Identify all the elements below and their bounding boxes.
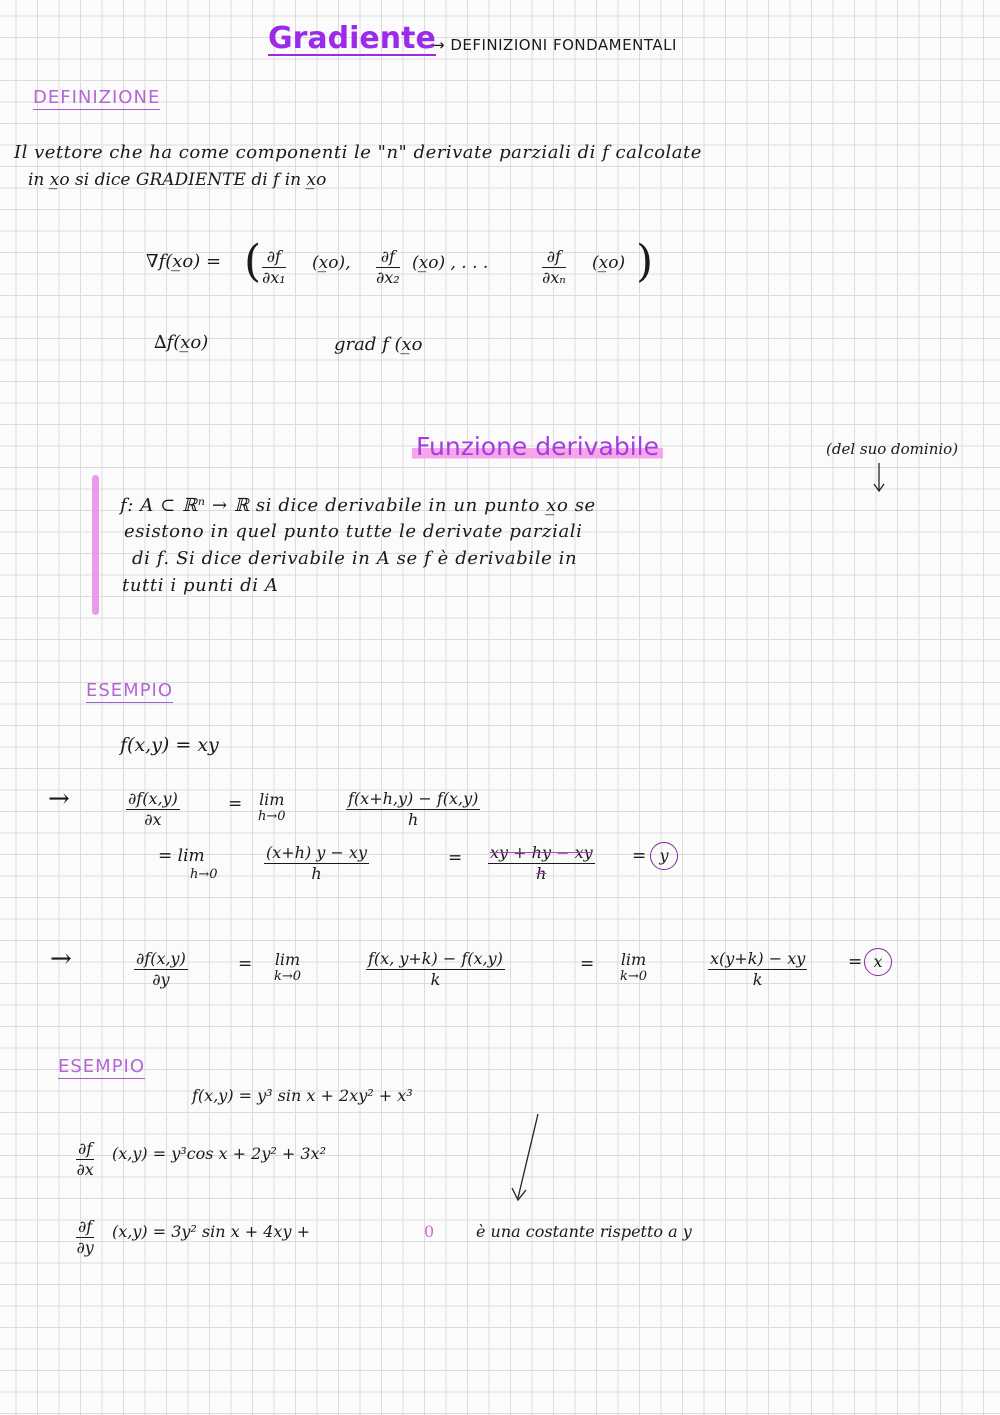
arrow-icon: →: [48, 784, 70, 814]
section-title-text: Funzione derivabile: [412, 432, 663, 461]
gradient-notation-delta: ∆f(x̲o): [154, 332, 209, 353]
gradient-arg-2: (x̲o) , . . .: [412, 253, 489, 273]
gradient-fraction-1: [262, 248, 286, 288]
limit-k-2: [620, 950, 647, 985]
example2-dfdx: [76, 1140, 94, 1180]
result-circle: y: [650, 842, 678, 870]
equals-sign-5: =: [580, 954, 595, 974]
gradient-lhs: ∇f(x̲o) =: [146, 251, 222, 272]
derivabile-line-4: tutti i punti di A: [122, 575, 279, 596]
fraction-numerator: ∂f: [262, 248, 286, 268]
fraction-denominator: ∂x: [144, 810, 162, 830]
fraction-denominator: ∂x₁: [262, 268, 286, 288]
example1-function: f(x,y) = xy: [120, 734, 219, 756]
fraction-denominator: h: [408, 810, 419, 830]
page-subtitle: → DEFINIZIONI FONDAMENTALI: [432, 36, 677, 54]
example2-function: f(x,y) = y³ sin x + 2xy² + x³: [192, 1086, 413, 1105]
page-title: Gradiente: [268, 21, 436, 56]
definition-brace-marker: [92, 475, 99, 615]
equals-sign: =: [228, 794, 243, 814]
fraction-denominator: k: [752, 970, 763, 990]
fraction-numerator: f(x, y+k) − f(x,y): [366, 950, 505, 970]
result-x: [864, 948, 892, 976]
derivabile-line-1: f: A ⊂ ℝⁿ → ℝ si dice derivabile in un punto x̲o se: [120, 495, 596, 516]
section-heading-esempio-1: ESEMPIO: [86, 680, 174, 701]
example2-dfdy: [76, 1218, 94, 1258]
derivabile-line-2: esistono in quel punto tutte le derivate parziali: [124, 521, 583, 542]
equals-sign-4: =: [238, 954, 253, 974]
limit-subscript: k→0: [620, 969, 648, 985]
example1-step-2: [488, 844, 595, 884]
equals-sign-2: =: [448, 848, 463, 868]
limit-word: lim: [620, 950, 647, 969]
arrow-icon-2: →: [50, 944, 72, 974]
limit-h: [258, 790, 286, 825]
example1-difference-quotient-y: [366, 950, 505, 990]
fraction-numerator: f(x+h,y) − f(x,y): [346, 790, 480, 810]
equals-sign-3: =: [632, 846, 647, 866]
example1-dfdx: [126, 790, 180, 830]
gradient-arg-1: (x̲o),: [312, 253, 351, 273]
section-heading-esempio-2: ESEMPIO: [58, 1056, 146, 1077]
gradient-fraction-2: [376, 248, 400, 288]
fraction-denominator: h: [311, 864, 322, 884]
fraction-denominator: ∂x₂: [376, 268, 400, 288]
example2-dfdx-rhs: (x,y) = y³cos x + 2y² + 3x²: [112, 1144, 326, 1163]
section-title-funzione-derivabile: [412, 434, 663, 459]
example1-difference-quotient-x: [346, 790, 480, 830]
result-circle: x: [864, 948, 892, 976]
fraction-denominator: ∂y: [152, 970, 170, 990]
gradient-arg-n: (x̲o): [592, 253, 626, 273]
definition-text-line-2: in x̲o si dice GRADIENTE di f in x̲o: [28, 170, 327, 190]
example2-dfdy-rhs: (x,y) = 3y² sin x + 4xy +: [112, 1222, 310, 1241]
limit-k: [274, 950, 301, 985]
fraction-numerator: ∂f: [376, 248, 400, 268]
fraction-numerator: (x+h) y − xy: [264, 844, 369, 864]
section-heading-definizione: DEFINIZIONE: [33, 87, 161, 108]
arrow-down-icon: [508, 1112, 544, 1204]
limit-word: lim: [259, 790, 285, 809]
fraction-denominator: ∂xₙ: [542, 268, 566, 288]
fraction-numerator: ∂f: [76, 1218, 94, 1238]
fraction-denominator: ∂y: [76, 1238, 94, 1258]
gradient-paren-close: ): [636, 236, 654, 287]
fraction-numerator: ∂f(x,y): [134, 950, 188, 970]
fraction-numerator: x(y+k) − xy: [708, 950, 807, 970]
equals-lim: = lim: [158, 846, 205, 866]
fraction-denominator: ∂x: [76, 1160, 94, 1180]
fraction-denominator: h: [536, 864, 547, 884]
fraction-denominator: k: [430, 970, 441, 990]
domain-note: (del suo dominio): [826, 440, 959, 458]
example1-step-1: [264, 844, 369, 884]
limit-subscript-2: h→0: [190, 867, 218, 882]
example2-zero: 0: [424, 1222, 435, 1241]
gradient-paren-open: (: [244, 236, 262, 287]
fraction-numerator: xy + hy − xy: [488, 844, 595, 864]
equals-sign-6: =: [848, 952, 863, 972]
limit-subscript: k→0: [274, 969, 302, 985]
derivabile-line-3: di f. Si dice derivabile in A se f è derivabile in: [132, 548, 578, 569]
definition-text-line-1: Il vettore che ha come componenti le "n" derivate parziali di f calcolate: [14, 142, 702, 163]
example1-dfdy: [134, 950, 188, 990]
example2-note: è una costante rispetto a y: [476, 1222, 692, 1241]
result-y: [650, 842, 678, 870]
fraction-numerator: ∂f(x,y): [126, 790, 180, 810]
fraction-numerator: ∂f: [76, 1140, 94, 1160]
limit-word: lim: [274, 950, 301, 969]
domain-arrow-icon: [872, 462, 886, 494]
example1-step-y: [708, 950, 807, 990]
fraction-numerator: ∂f: [542, 248, 566, 268]
limit-subscript: h→0: [258, 809, 286, 825]
gradient-fraction-n: [542, 248, 566, 288]
gradient-notation-grad: grad f (x̲o: [334, 334, 423, 355]
